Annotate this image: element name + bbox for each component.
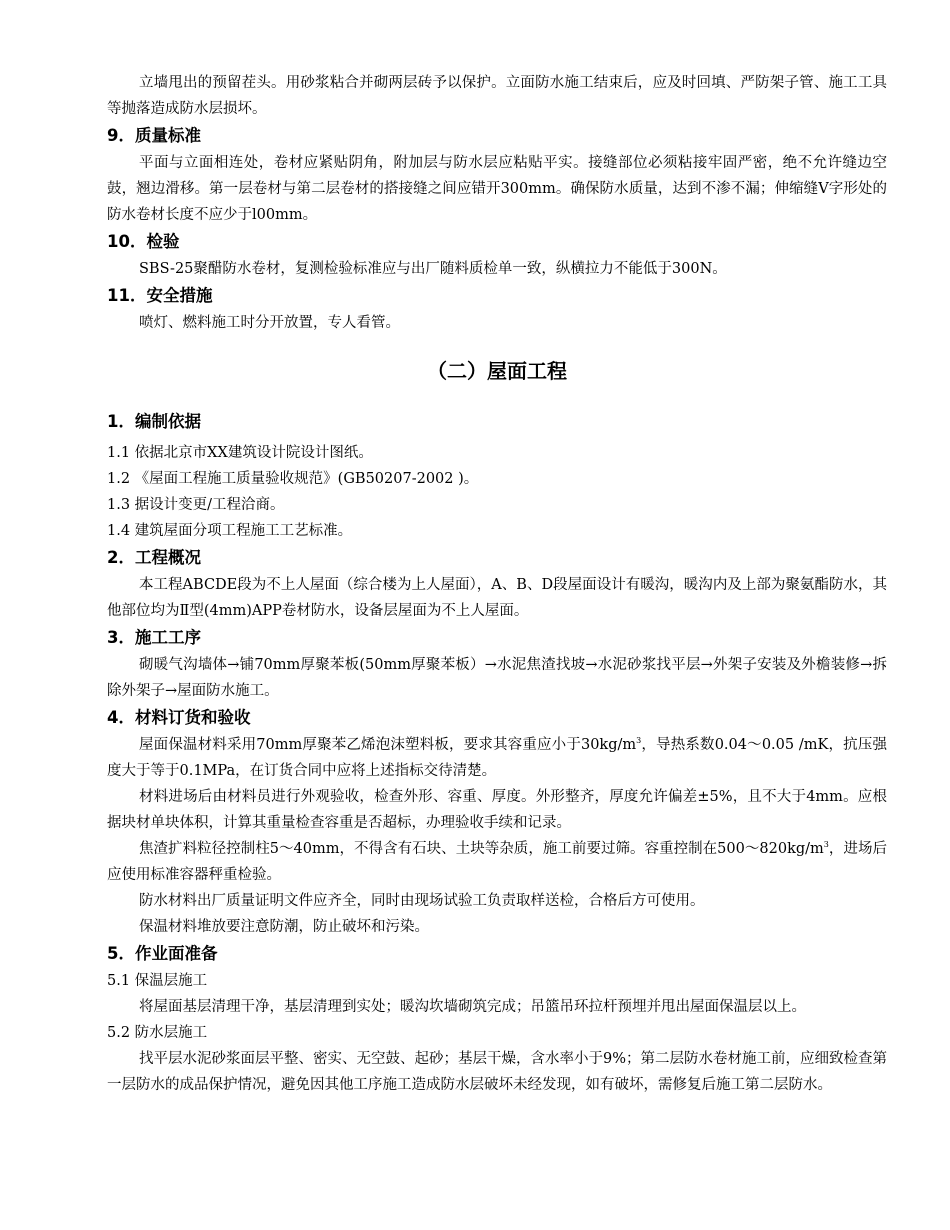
paragraph: 本工程ABCDE段为不上人屋面（综合楼为上人屋面），A、B、D段屋面设计有暖沟，暖沟内及上部为聚氨酯防水，其他部位均为Ⅱ型(4mm)APP卷材防水，设备层屋面为不上人屋面。: [107, 577, 887, 619]
text-run: ，导热系数0.04～0.05 /mK，抗压强度大于等于0.1MPa，在订货合同中应将上述指标交待清楚。: [107, 737, 887, 779]
paragraph: [107, 836, 887, 888]
paragraph: 将屋面基层清理干净，基层清理到实处；暖沟坎墙砌筑完成；吊篮吊环拉杆预埋并甩出屋面保温层以上。: [139, 999, 806, 1015]
paragraph: 防水材料出厂质量证明文件应齐全，同时由现场试验工负责取样送检，合格后方可使用。: [139, 893, 705, 909]
subsection-heading: 5.2 防水层施工: [107, 1025, 208, 1041]
section-heading-9: 9．质量标准: [107, 126, 201, 145]
section-heading-11: 11．安全措施: [107, 286, 213, 305]
section-heading-1: 1．编制依据: [107, 412, 201, 431]
text-run: 屋面保温材料采用70mm厚聚苯乙烯泡沫塑料板，要求其容重应小于30kg/m: [139, 737, 637, 753]
section-heading-5: 5．作业面准备: [107, 944, 218, 963]
subsection-heading: 5.1 保温层施工: [107, 973, 208, 989]
paragraph: 砌暖气沟墙体→铺70mm厚聚苯板(50mm厚聚苯板）→水泥焦渣找坡→水泥砂浆找平层→外架子安装及外檐装修→拆除外架子→屋面防水施工。: [107, 657, 887, 699]
section-heading-2: 2．工程概况: [107, 548, 201, 567]
text-run: 焦渣扩料粒径控制柱5～40mm，不得含有石块、土块等杂质，施工前要过筛。容重控制在500～820kg/m: [139, 841, 824, 857]
list-item: 1.3 据设计变更/工程洽商。: [107, 497, 285, 513]
document-page: [107, 70, 887, 1098]
list-item: 1.2 《屋面工程施工质量验收规范》(GB50207-2002 )。: [107, 471, 479, 487]
paragraph: 立墙甩出的预留茬头。用砂浆粘合并砌两层砖予以保护。立面防水施工结束后，应及时回填、严防架子管、施工工具等抛落造成防水层损坏。: [107, 75, 887, 117]
paragraph: 找平层水泥砂浆面层平整、密实、无空鼓、起砂；基层干燥，含水率小于9%；第二层防水卷材施工前，应细致检查第一层防水的成品保护情况，避免因其他工序施工造成防水层破坏未经发现，如有破坏，需修复后施工第二层防水。: [107, 1051, 887, 1093]
paragraph: 材料进场后由材料员进行外观验收，检查外形、容重、厚度。外形整齐，厚度允许偏差±5%，且不大于4mm。应根据块材单块体积，计算其重量检查容重是否超标，办理验收手续和记录。: [107, 789, 887, 831]
superscript: 3: [823, 840, 829, 849]
text-run: ，进场后应使用标准容器秤重检验。: [107, 841, 887, 883]
paragraph: SBS-25聚醋防水卷材，复测检验标准应与出厂随料质检单一致，纵横拉力不能低于300N。: [139, 261, 727, 277]
list-item: 1.1 依据北京市XX建筑设计院设计图纸。: [107, 445, 373, 461]
paragraph: [107, 732, 887, 784]
list-item: 1.4 建筑屋面分项工程施工工艺标准。: [107, 523, 353, 539]
paragraph: 平面与立面相连处，卷材应紧贴阴角，附加层与防水层应粘贴平实。接缝部位必须粘接牢固严密，绝不允许缝边空鼓，翘边滑移。第一层卷材与第二层卷材的搭接缝之间应错开300mm。确保防水质量，达到不渗不漏；伸缩缝V字形处的防水卷材长度不应少于l00mm。: [107, 155, 887, 223]
paragraph: 喷灯、燃料施工时分开放置，专人看管。: [139, 315, 400, 331]
superscript: 3: [636, 736, 642, 745]
section-heading-3: 3．施工工序: [107, 628, 201, 647]
chapter-title: （二）屋面工程: [427, 359, 567, 383]
section-heading-4: 4．材料订货和验收: [107, 708, 251, 727]
paragraph: 保温材料堆放要注意防潮，防止破坏和污染。: [139, 919, 429, 935]
section-heading-10: 10．检验: [107, 232, 180, 251]
